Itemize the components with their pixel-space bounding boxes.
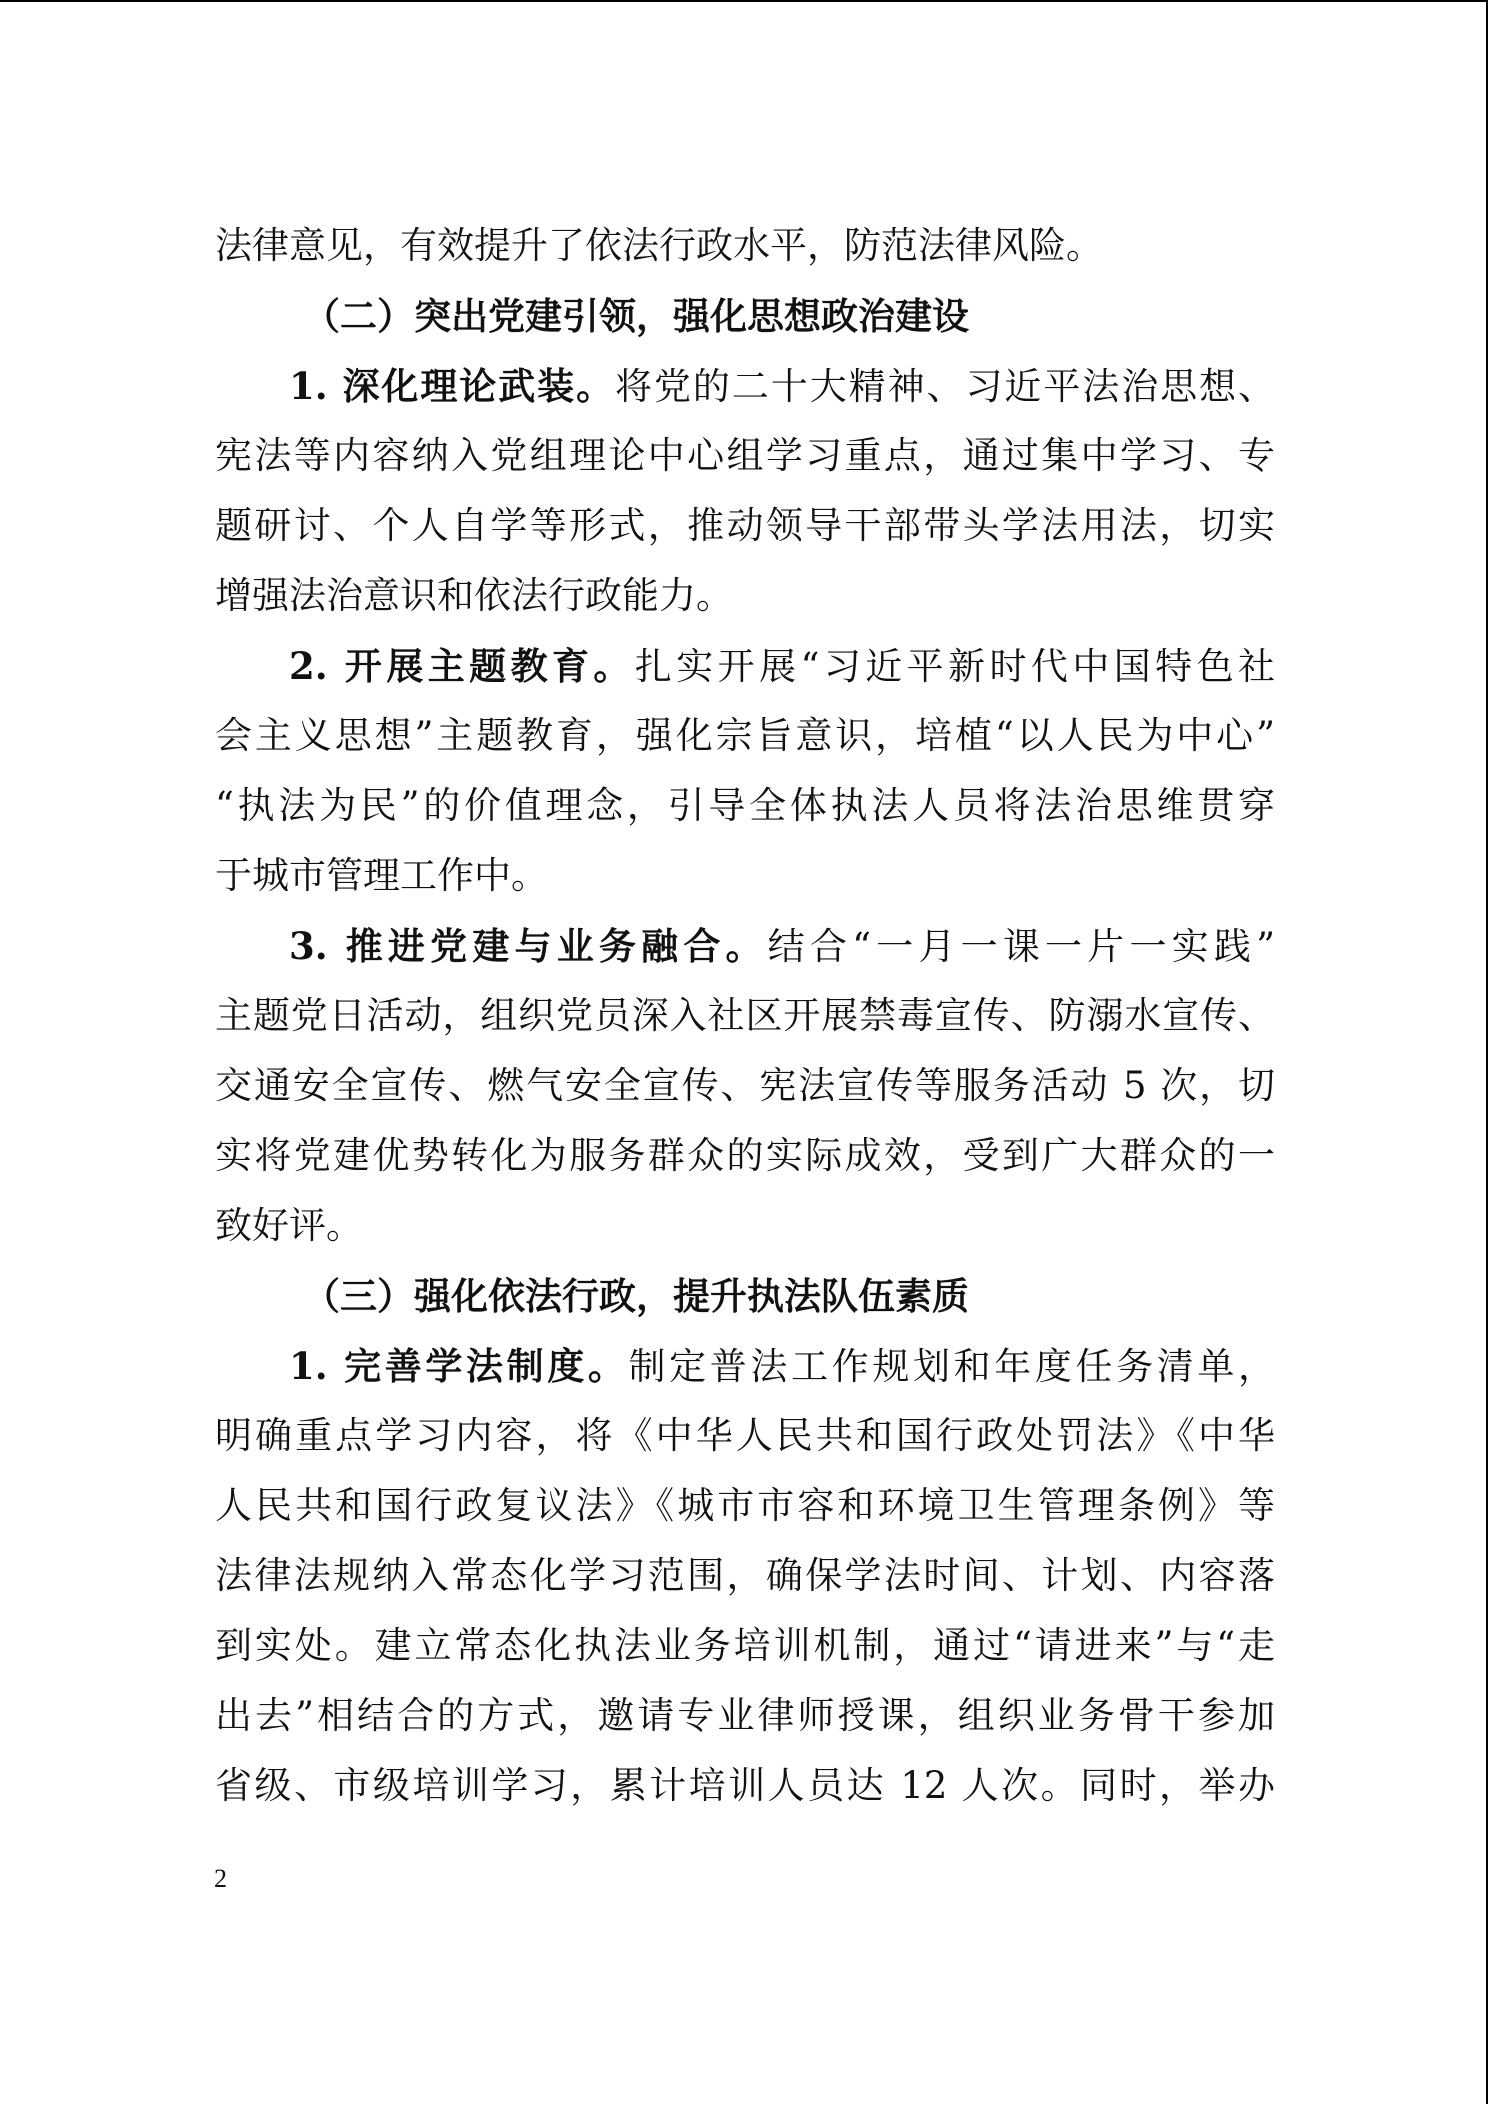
paragraph-line: 2. 开展主题教育。扎实开展“习近平新时代中国特色社 [289, 644, 1275, 688]
paragraph-line: 宪法等内容纳入党组理论中心组学习重点，通过集中学习、专 [215, 434, 1275, 477]
paragraph-line: 法律意见，有效提升了依法行政水平，防范法律风险。 [215, 224, 1103, 267]
paragraph-line: 主题党日活动，组织党员深入社区开展禁毒宣传、防溺水宣传、 [215, 994, 1275, 1037]
paragraph-line: 1. 完善学法制度。制定普法工作规划和年度任务清单， [289, 1344, 1275, 1388]
paragraph-line: 增强法治意识和依法行政能力。 [215, 574, 733, 617]
paragraph-line: 人民共和国行政复议法》《城市市容和环境卫生管理条例》等 [215, 1484, 1275, 1527]
paragraph-line: 题研讨、个人自学等形式，推动领导干部带头学法用法，切实 [215, 504, 1275, 547]
paragraph-line: 法律法规纳入常态化学习范围，确保学法时间、计划、内容落 [215, 1554, 1275, 1597]
item-title: 1. 深化理论武装。 [289, 364, 616, 408]
page-number: 2 [214, 1864, 227, 1893]
paragraph-line: 省级、市级培训学习，累计培训人员达 12 人次。同时，举办 [215, 1764, 1275, 1807]
paragraph-line: 实将党建优势转化为服务群众的实际成效，受到广大群众的一 [215, 1134, 1275, 1177]
paragraph-line: 1. 深化理论武装。将党的二十大精神、习近平法治思想、 [289, 364, 1276, 408]
section-heading: （二）突出党建引领，强化思想政治建设 [303, 294, 969, 338]
paragraph-line: 出去”相结合的方式，邀请专业律师授课，组织业务骨干参加 [215, 1694, 1275, 1737]
paragraph-line: 致好评。 [215, 1204, 363, 1247]
paragraph-line: 3. 推进党建与业务融合。结合“一月一课一片一实践” [289, 924, 1275, 968]
item-title: 2. 开展主题教育。 [289, 644, 635, 688]
paragraph-line: “执法为民”的价值理念，引导全体执法人员将法治思维贯穿 [215, 784, 1275, 827]
paragraph-line: 明确重点学习内容，将《中华人民共和国行政处罚法》《中华 [215, 1414, 1275, 1457]
paragraph-line: 到实处。建立常态化执法业务培训机制，通过“请进来”与“走 [215, 1624, 1275, 1667]
item-title: 3. 推进党建与业务融合。 [289, 924, 768, 968]
page-border-top [0, 0, 1488, 2]
paragraph-line: 于城市管理工作中。 [215, 854, 548, 897]
paragraph-line: 交通安全宣传、燃气安全宣传、宪法宣传等服务活动 5 次，切 [215, 1064, 1275, 1107]
section-heading: （三）强化依法行政，提升执法队伍素质 [303, 1274, 969, 1318]
paragraph-line: 会主义思想”主题教育，强化宗旨意识，培植“以人民为中心” [215, 714, 1275, 757]
item-title: 1. 完善学法制度。 [289, 1344, 629, 1388]
